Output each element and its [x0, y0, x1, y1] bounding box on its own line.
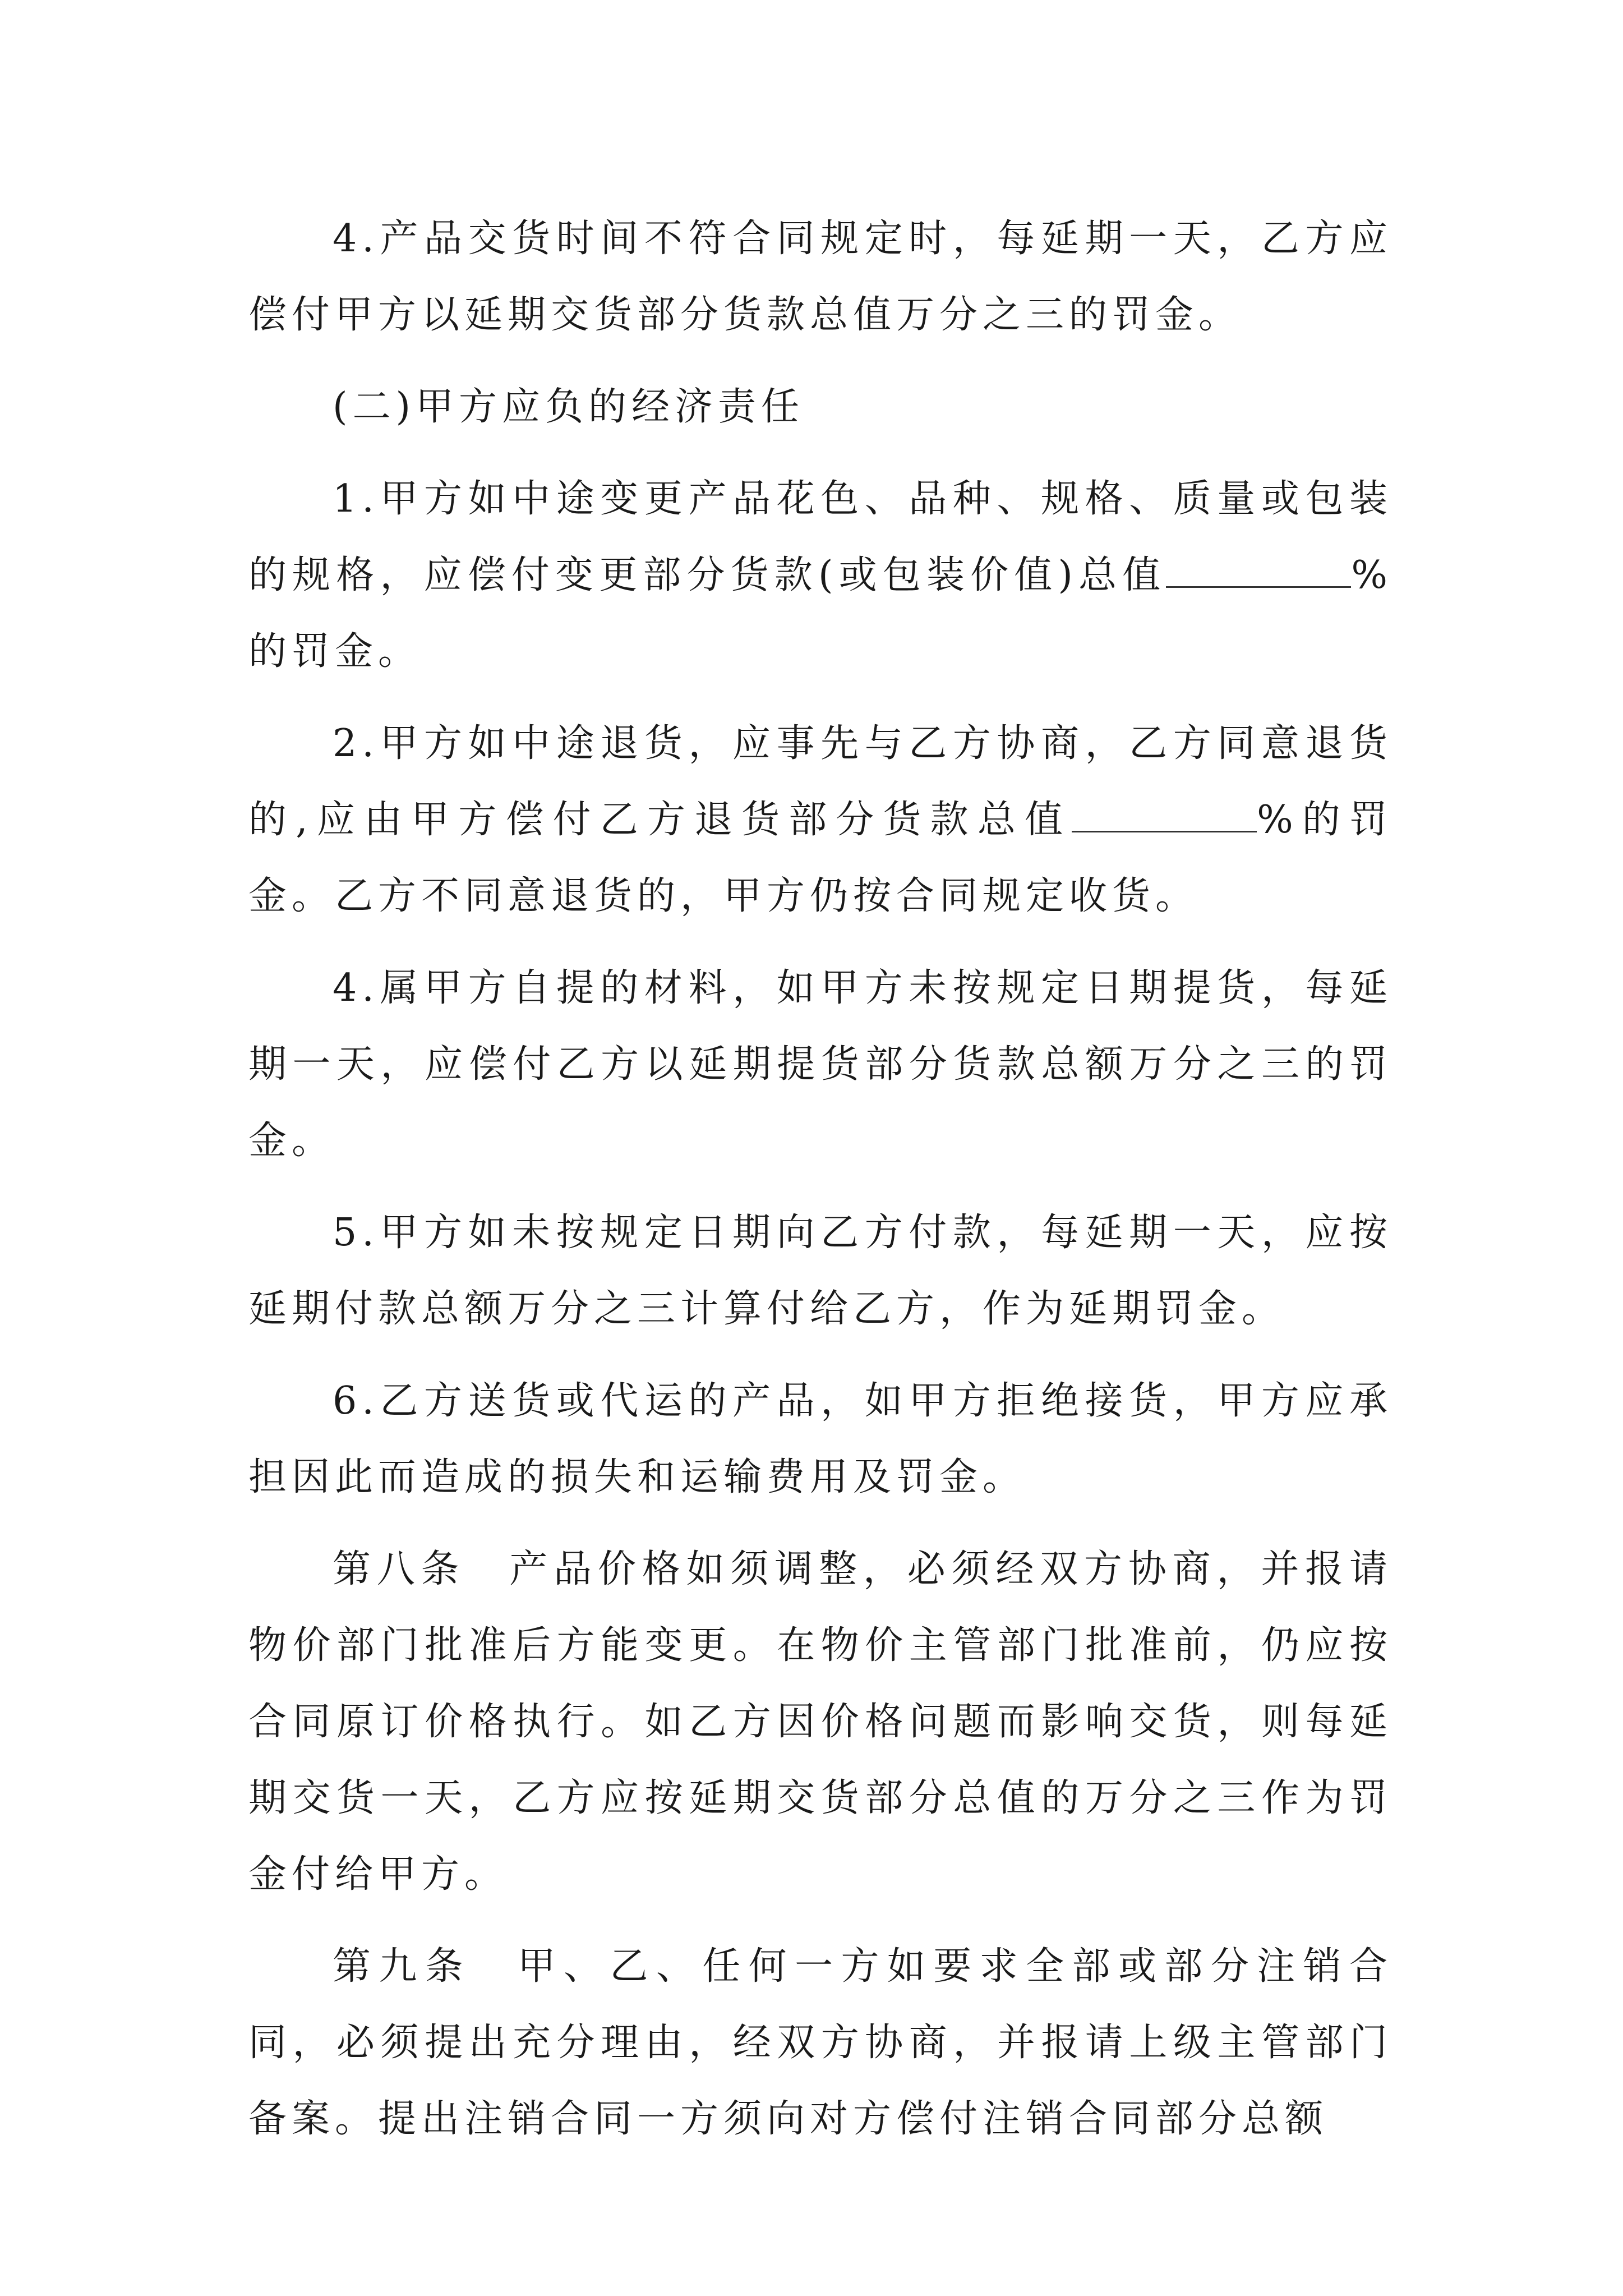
paragraph-change-specification-penalty — [248, 461, 1393, 690]
fill-in-blank — [1072, 797, 1257, 832]
article-nine: 第九条 甲、乙、任何一方如要求全部或部分注销合同，必须提出充分理由，经双方协商，并报请上级主管部门备案。提出注销合同一方须向对方偿付注销合同部分总额 — [248, 1944, 1393, 2141]
paragraph-late-payment-penalty: 5.甲方如未按规定日期向乙方付款，每延期一天，应按延期付款总额万分之三计算付给乙方，作为延期罚金。 — [248, 1211, 1393, 1331]
document-body — [248, 201, 1393, 2173]
paragraph-text: 2.甲方如中途退货，应事先与乙方协商，乙方同意退货的,应由甲方偿付乙方退货部分货款总值 — [248, 721, 1393, 842]
paragraph-self-pickup-penalty: 4.属甲方自提的材料，如甲方未按规定日期提货，每延期一天，应偿付乙方以延期提货部分货款总额万分之三的罚金。 — [248, 966, 1393, 1163]
paragraph-text: %的罚金。 — [248, 553, 1393, 674]
fill-in-blank — [1166, 553, 1351, 588]
section-heading-party-a-liability: (二)甲方应负的经济责任 — [333, 385, 805, 429]
paragraph-return-goods-penalty — [248, 706, 1393, 935]
paragraph-delivery-delay-penalty: 4.产品交货时间不符合同规定时，每延期一天，乙方应偿付甲方以延期交货部分货款总值万分之三的罚金。 — [248, 217, 1393, 337]
paragraph-refuse-delivery: 6.乙方送货或代运的产品，如甲方拒绝接货，甲方应承担因此而造成的损失和运输费用及罚金。 — [248, 1379, 1393, 1499]
paragraph-text: 1.甲方如中途变更产品花色、品种、规格、质量或包装的规格，应偿付变更部分货款(或包装价值)总值 — [248, 477, 1393, 597]
article-eight: 第八条 产品价格如须调整，必须经双方协商，并报请物价部门批准后方能变更。在物价主管部门批准前，仍应按合同原订价格执行。如乙方因价格问题而影响交货，则每延期交货一天，乙方应按延期交货部分总值的万分之三作为罚金付给甲方。 — [248, 1547, 1393, 1897]
paragraph-text: %的罚金。乙方不同意退货的，甲方仍按合同规定收货。 — [248, 798, 1393, 918]
